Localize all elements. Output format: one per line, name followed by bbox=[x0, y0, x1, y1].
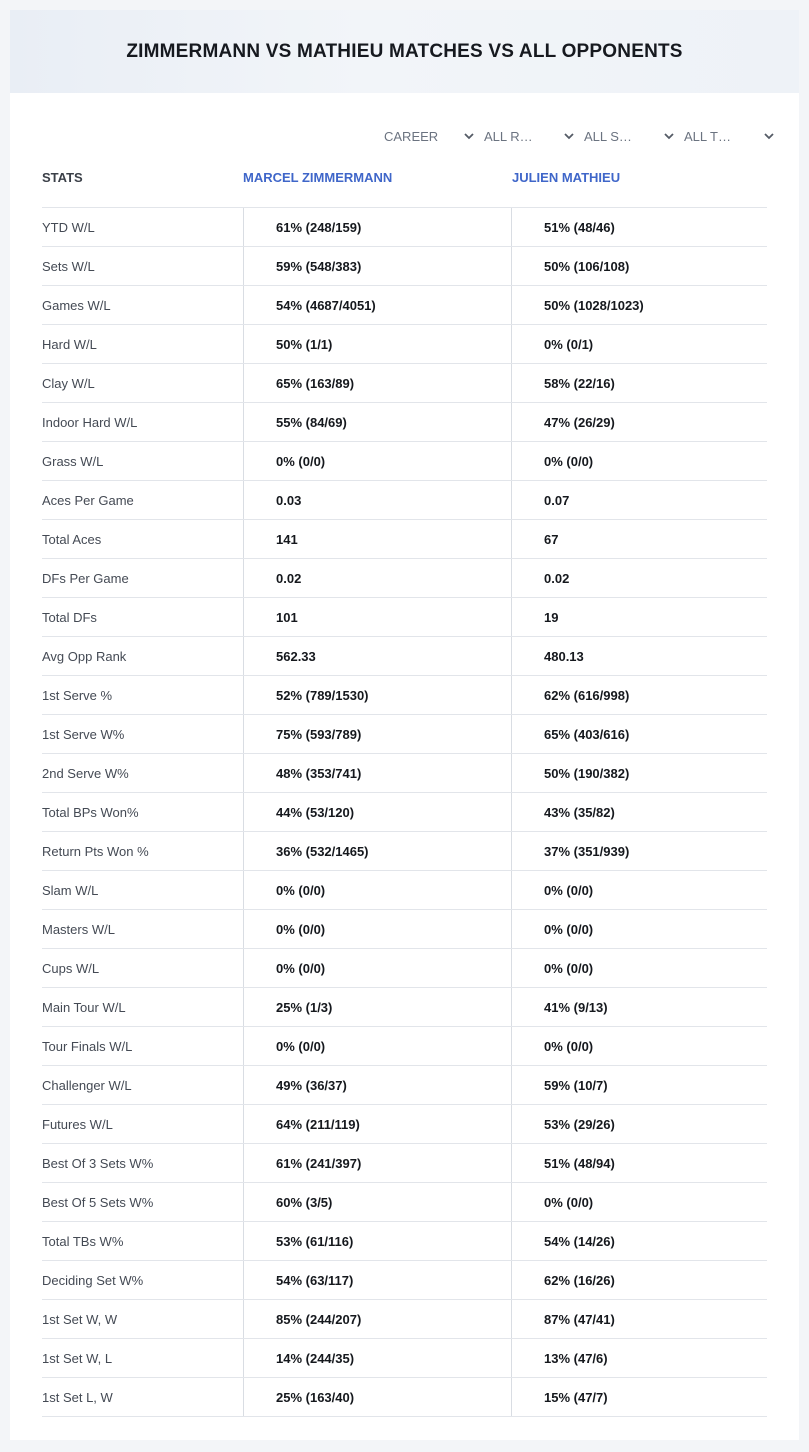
table-row bbox=[42, 832, 767, 871]
stat-label: Challenger W/L bbox=[42, 1078, 132, 1093]
stat-label: Deciding Set W% bbox=[42, 1273, 144, 1288]
player2-value: 43% (35/82) bbox=[511, 793, 767, 831]
player1-value: 61% (248/159) bbox=[243, 208, 511, 246]
table-row bbox=[42, 481, 767, 520]
player2-value: 62% (16/26) bbox=[511, 1261, 767, 1299]
player1-value: 55% (84/69) bbox=[243, 403, 511, 441]
player1-value: 52% (789/1530) bbox=[243, 676, 511, 714]
player2-value: 0.07 bbox=[511, 481, 767, 519]
player1-value: 44% (53/120) bbox=[243, 793, 511, 831]
player2-value: 65% (403/616) bbox=[511, 715, 767, 753]
table-row bbox=[42, 247, 767, 286]
column-header-player2[interactable]: JULIEN MATHIEU bbox=[512, 170, 621, 185]
stat-label: Total DFs bbox=[42, 610, 97, 625]
table-row bbox=[42, 754, 767, 793]
player2-value: 62% (616/998) bbox=[511, 676, 767, 714]
player2-value: 87% (47/41) bbox=[511, 1300, 767, 1338]
table-row bbox=[42, 403, 767, 442]
filter-round-label: ALL R… bbox=[484, 128, 533, 144]
player1-value: 49% (36/37) bbox=[243, 1066, 511, 1104]
stat-label: DFs Per Game bbox=[42, 571, 129, 586]
filter-tournament-select[interactable] bbox=[684, 125, 784, 147]
player2-value: 19 bbox=[511, 598, 767, 636]
filter-bar bbox=[384, 125, 784, 147]
player2-value: 54% (14/26) bbox=[511, 1222, 767, 1260]
player2-value: 0% (0/0) bbox=[511, 1183, 767, 1221]
table-row bbox=[42, 1339, 767, 1378]
stat-label: 1st Set W, L bbox=[42, 1351, 113, 1366]
column-header-stats: STATS bbox=[42, 170, 83, 185]
table-row bbox=[42, 598, 767, 637]
stat-label: 1st Serve W% bbox=[42, 727, 125, 742]
stat-label: 1st Set W, W bbox=[42, 1312, 118, 1327]
player1-value: 54% (63/117) bbox=[243, 1261, 511, 1299]
player2-value: 58% (22/16) bbox=[511, 364, 767, 402]
table-row bbox=[42, 949, 767, 988]
player2-value: 37% (351/939) bbox=[511, 832, 767, 870]
table-row bbox=[42, 715, 767, 754]
player1-value: 0% (0/0) bbox=[243, 910, 511, 948]
stat-label: 2nd Serve W% bbox=[42, 766, 129, 781]
player1-value: 36% (532/1465) bbox=[243, 832, 511, 870]
player1-value: 85% (244/207) bbox=[243, 1300, 511, 1338]
player1-value: 59% (548/383) bbox=[243, 247, 511, 285]
stat-label: Return Pts Won % bbox=[42, 844, 149, 859]
stat-label: Hard W/L bbox=[42, 337, 97, 352]
table-row bbox=[42, 208, 767, 247]
stat-label: Aces Per Game bbox=[42, 493, 134, 508]
table-row bbox=[42, 1300, 767, 1339]
player1-value: 0% (0/0) bbox=[243, 871, 511, 909]
stat-label: Masters W/L bbox=[42, 922, 115, 937]
player2-value: 51% (48/46) bbox=[511, 208, 767, 246]
filter-surface-label: ALL S… bbox=[584, 128, 632, 144]
table-row bbox=[42, 988, 767, 1027]
table-row bbox=[42, 910, 767, 949]
stat-label: Grass W/L bbox=[42, 454, 104, 469]
player2-value: 0% (0/0) bbox=[511, 871, 767, 909]
stat-label: Games W/L bbox=[42, 298, 111, 313]
stat-label: YTD W/L bbox=[42, 220, 95, 235]
player1-value: 562.33 bbox=[243, 637, 511, 675]
table-row bbox=[42, 442, 767, 481]
column-header-player1[interactable]: MARCEL ZIMMERMANN bbox=[243, 170, 393, 185]
stat-label: Total TBs W% bbox=[42, 1234, 124, 1249]
player2-value: 0.02 bbox=[511, 559, 767, 597]
stats-card bbox=[10, 10, 799, 1440]
chevron-down-icon bbox=[764, 131, 774, 141]
filter-round-select[interactable] bbox=[484, 125, 584, 147]
table-row bbox=[42, 871, 767, 910]
player1-value: 54% (4687/4051) bbox=[243, 286, 511, 324]
player2-value: 59% (10/7) bbox=[511, 1066, 767, 1104]
stat-label: Total BPs Won% bbox=[42, 805, 139, 820]
stat-label: Total Aces bbox=[42, 532, 102, 547]
table-row bbox=[42, 1183, 767, 1222]
player2-value: 47% (26/29) bbox=[511, 403, 767, 441]
table-row bbox=[42, 676, 767, 715]
player1-value: 0.03 bbox=[243, 481, 511, 519]
player2-value: 0% (0/0) bbox=[511, 442, 767, 480]
player2-value: 41% (9/13) bbox=[511, 988, 767, 1026]
player2-value: 0% (0/0) bbox=[511, 949, 767, 987]
stat-label: Clay W/L bbox=[42, 376, 95, 391]
player2-value: 0% (0/0) bbox=[511, 910, 767, 948]
player2-value: 50% (106/108) bbox=[511, 247, 767, 285]
filter-period-label: CAREER bbox=[384, 128, 439, 144]
player2-value: 51% (48/94) bbox=[511, 1144, 767, 1182]
table-row bbox=[42, 1027, 767, 1066]
player2-value: 53% (29/26) bbox=[511, 1105, 767, 1143]
stat-label: 1st Set L, W bbox=[42, 1390, 113, 1405]
page-title: ZIMMERMANN VS MATHIEU MATCHES VS ALL OPPONENTS bbox=[126, 40, 683, 62]
stat-label: Best Of 3 Sets W% bbox=[42, 1156, 154, 1171]
table-row bbox=[42, 520, 767, 559]
table-row bbox=[42, 1066, 767, 1105]
player1-value: 60% (3/5) bbox=[243, 1183, 511, 1221]
stat-label: Sets W/L bbox=[42, 259, 95, 274]
player1-value: 65% (163/89) bbox=[243, 364, 511, 402]
player1-value: 64% (211/119) bbox=[243, 1105, 511, 1143]
stat-label: Tour Finals W/L bbox=[42, 1039, 133, 1054]
player1-value: 75% (593/789) bbox=[243, 715, 511, 753]
player1-value: 25% (1/3) bbox=[243, 988, 511, 1026]
player1-value: 101 bbox=[243, 598, 511, 636]
filter-surface-select[interactable] bbox=[584, 125, 684, 147]
player2-value: 67 bbox=[511, 520, 767, 558]
table-row bbox=[42, 325, 767, 364]
table-row bbox=[42, 1144, 767, 1183]
chevron-down-icon bbox=[664, 131, 674, 141]
player1-value: 50% (1/1) bbox=[243, 325, 511, 363]
player1-value: 53% (61/116) bbox=[243, 1222, 511, 1260]
filter-period-select[interactable] bbox=[384, 125, 484, 147]
player1-value: 48% (353/741) bbox=[243, 754, 511, 792]
table-row bbox=[42, 1261, 767, 1300]
player2-value: 0% (0/1) bbox=[511, 325, 767, 363]
stat-label: Futures W/L bbox=[42, 1117, 113, 1132]
player1-value: 0% (0/0) bbox=[243, 1027, 511, 1065]
filter-tournament-label: ALL T… bbox=[684, 128, 731, 144]
player1-value: 0% (0/0) bbox=[243, 949, 511, 987]
player1-value: 61% (241/397) bbox=[243, 1144, 511, 1182]
table-row bbox=[42, 1105, 767, 1144]
table-row bbox=[42, 364, 767, 403]
page-header bbox=[10, 10, 799, 93]
player1-value: 0.02 bbox=[243, 559, 511, 597]
player1-value: 141 bbox=[243, 520, 511, 558]
player1-value: 0% (0/0) bbox=[243, 442, 511, 480]
table-row bbox=[42, 637, 767, 676]
player2-value: 0% (0/0) bbox=[511, 1027, 767, 1065]
stat-label: Cups W/L bbox=[42, 961, 100, 976]
table-row bbox=[42, 559, 767, 598]
stat-label: Indoor Hard W/L bbox=[42, 415, 138, 430]
player2-value: 50% (1028/1023) bbox=[511, 286, 767, 324]
table-row bbox=[42, 286, 767, 325]
player2-value: 15% (47/7) bbox=[511, 1378, 767, 1416]
stats-table bbox=[42, 207, 767, 1417]
stat-label: Best Of 5 Sets W% bbox=[42, 1195, 154, 1210]
stat-label: 1st Serve % bbox=[42, 688, 113, 703]
table-row bbox=[42, 793, 767, 832]
player2-value: 480.13 bbox=[511, 637, 767, 675]
player1-value: 25% (163/40) bbox=[243, 1378, 511, 1416]
table-row bbox=[42, 1222, 767, 1261]
stat-label: Main Tour W/L bbox=[42, 1000, 126, 1015]
player2-value: 50% (190/382) bbox=[511, 754, 767, 792]
table-row bbox=[42, 1378, 767, 1417]
player1-value: 14% (244/35) bbox=[243, 1339, 511, 1377]
chevron-down-icon bbox=[464, 131, 474, 141]
stat-label: Avg Opp Rank bbox=[42, 649, 127, 664]
stat-label: Slam W/L bbox=[42, 883, 99, 898]
player2-value: 13% (47/6) bbox=[511, 1339, 767, 1377]
chevron-down-icon bbox=[564, 131, 574, 141]
